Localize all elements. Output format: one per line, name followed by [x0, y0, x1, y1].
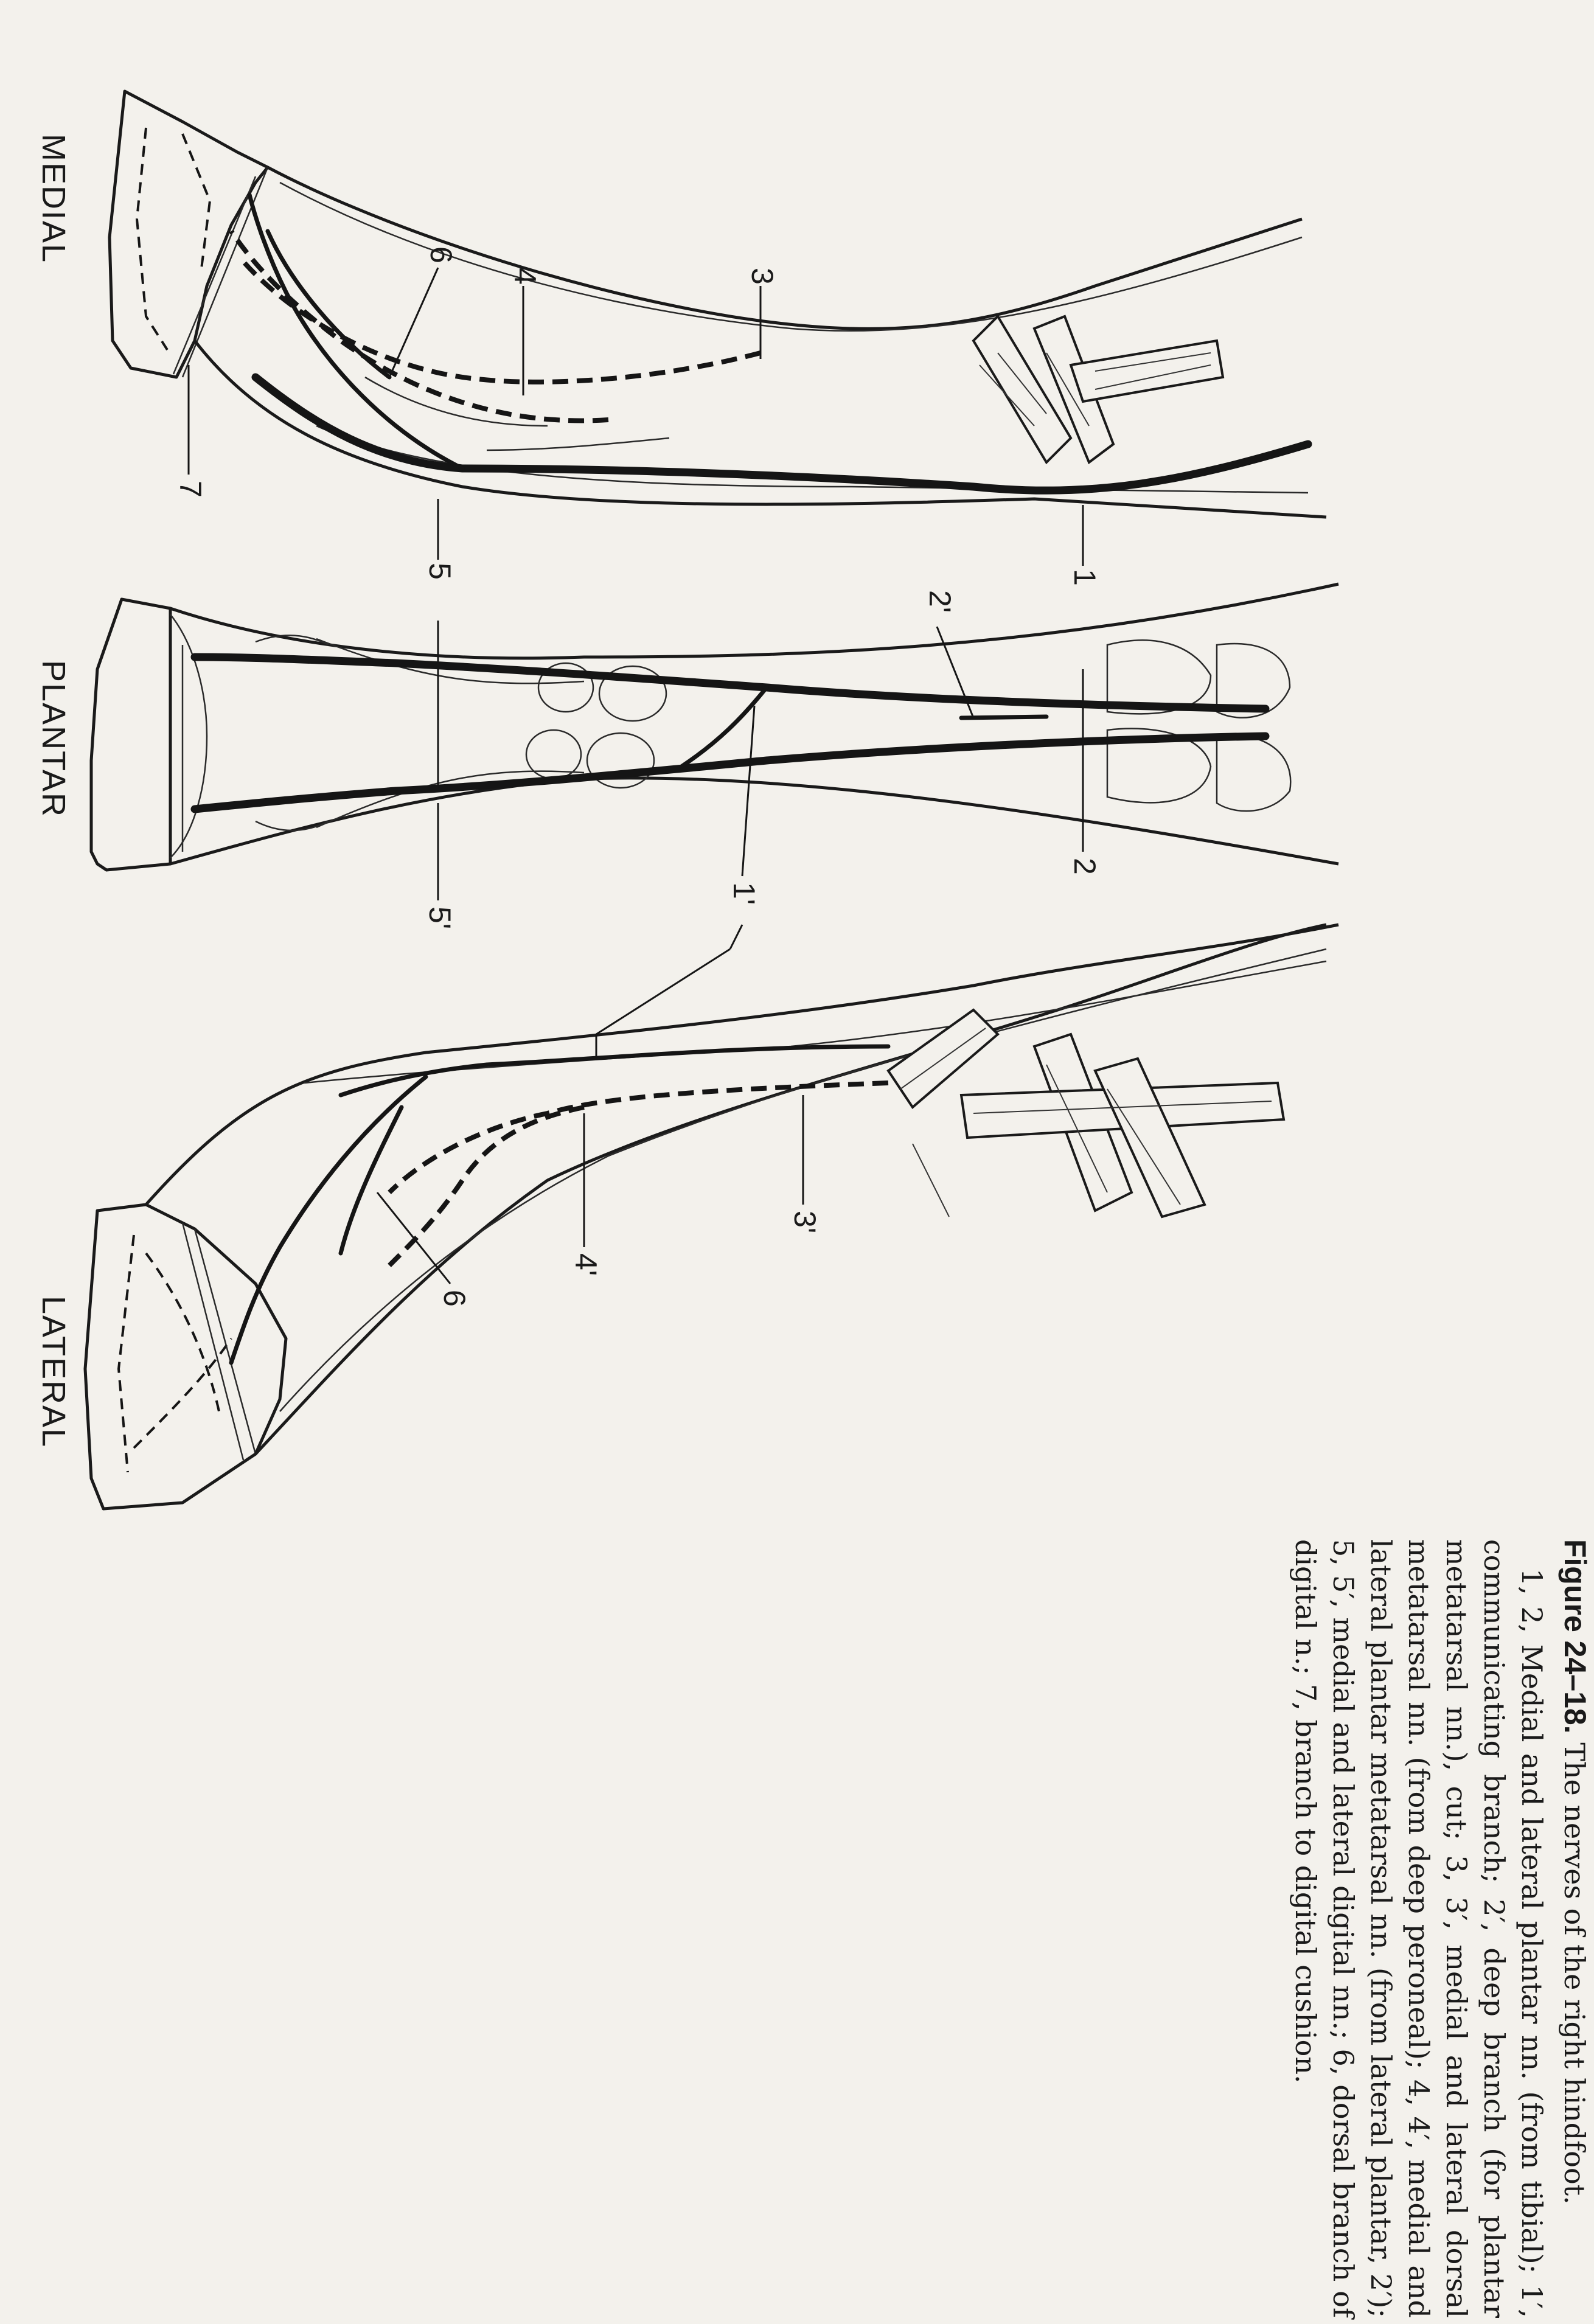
lateral-coronary-band: [195, 1229, 256, 1454]
label-medial: MEDIAL: [35, 134, 72, 264]
medial-dorsal-metatarsal-nerve-3: [243, 262, 760, 382]
plantar-hoof-outline: [91, 599, 170, 870]
callout-4: 4: [508, 268, 542, 285]
label-plantar: PLANTAR: [35, 660, 72, 818]
callout-7: 7: [173, 481, 207, 498]
callout-6-medial: 6: [424, 246, 458, 263]
callout-6-lateral: 6: [437, 1290, 472, 1307]
callout-3-prime: 3': [788, 1211, 822, 1234]
callout-2: 2: [1068, 858, 1102, 875]
plantar-medial-plantar-nerve: [195, 657, 1265, 709]
medial-limb-dorsal-border: [268, 167, 1302, 329]
lateral-hoof-dashed-lamina: [119, 1235, 231, 1472]
callout-2-prime: 2': [923, 590, 957, 613]
plantar-callouts: [423, 499, 1102, 929]
figure-number: Figure 24–18.: [1558, 1539, 1592, 1734]
label-lateral: LATERAL: [35, 1296, 72, 1449]
plantar-view: [91, 584, 1338, 870]
callout-5: 5: [423, 563, 457, 580]
figure-title: The nerves of the right hindfoot.: [1558, 1742, 1591, 2205]
plantar-lateral-plantar-nerve: [195, 736, 1265, 809]
lateral-callouts: [377, 925, 822, 1307]
figure-legend: 1, 2, Medial and lateral plantar nn. (from tibial); 1′, communicating branch; 2′, deep branch (for plantar metatarsal nn.), cut; 3, 3′, medial and lateral dorsal metatarsal nn. (from deep peroneal); 4, 4′, medial and lateral plantar metatarsal nn. (from lateral plantar, 2′); 5, 5′, medial and lateral digital nn.; 6, dorsal branch of digital n.; 7, branch to digital cushion.: [1289, 1539, 1548, 2318]
callout-5-prime: 5': [423, 906, 457, 930]
figure-caption: [1287, 1533, 1594, 2324]
plantar-limb-outline: [170, 584, 1338, 864]
medial-plantar-metatarsal-nerve-4: [231, 231, 608, 420]
medial-view: [110, 91, 1326, 517]
plantar-tarsal-bones: [1107, 640, 1290, 811]
lateral-plantar-metatarsal-nerve-4-prime: [389, 1107, 584, 1265]
lateral-hoof-outline: [85, 1205, 286, 1509]
callout-1-prime: 1': [727, 882, 761, 905]
medial-plantar-nerve-1: [256, 377, 1308, 490]
lateral-dorsal-metatarsal-nerve-3-prime: [389, 1083, 888, 1192]
lateral-view: [85, 925, 1338, 1509]
figure-caption-block: [986, 1533, 1594, 2324]
medial-hoof-outline: [110, 91, 268, 377]
callout-1: 1: [1068, 569, 1102, 586]
callout-3: 3: [745, 268, 779, 285]
callout-4-prime: 4': [569, 1253, 603, 1276]
